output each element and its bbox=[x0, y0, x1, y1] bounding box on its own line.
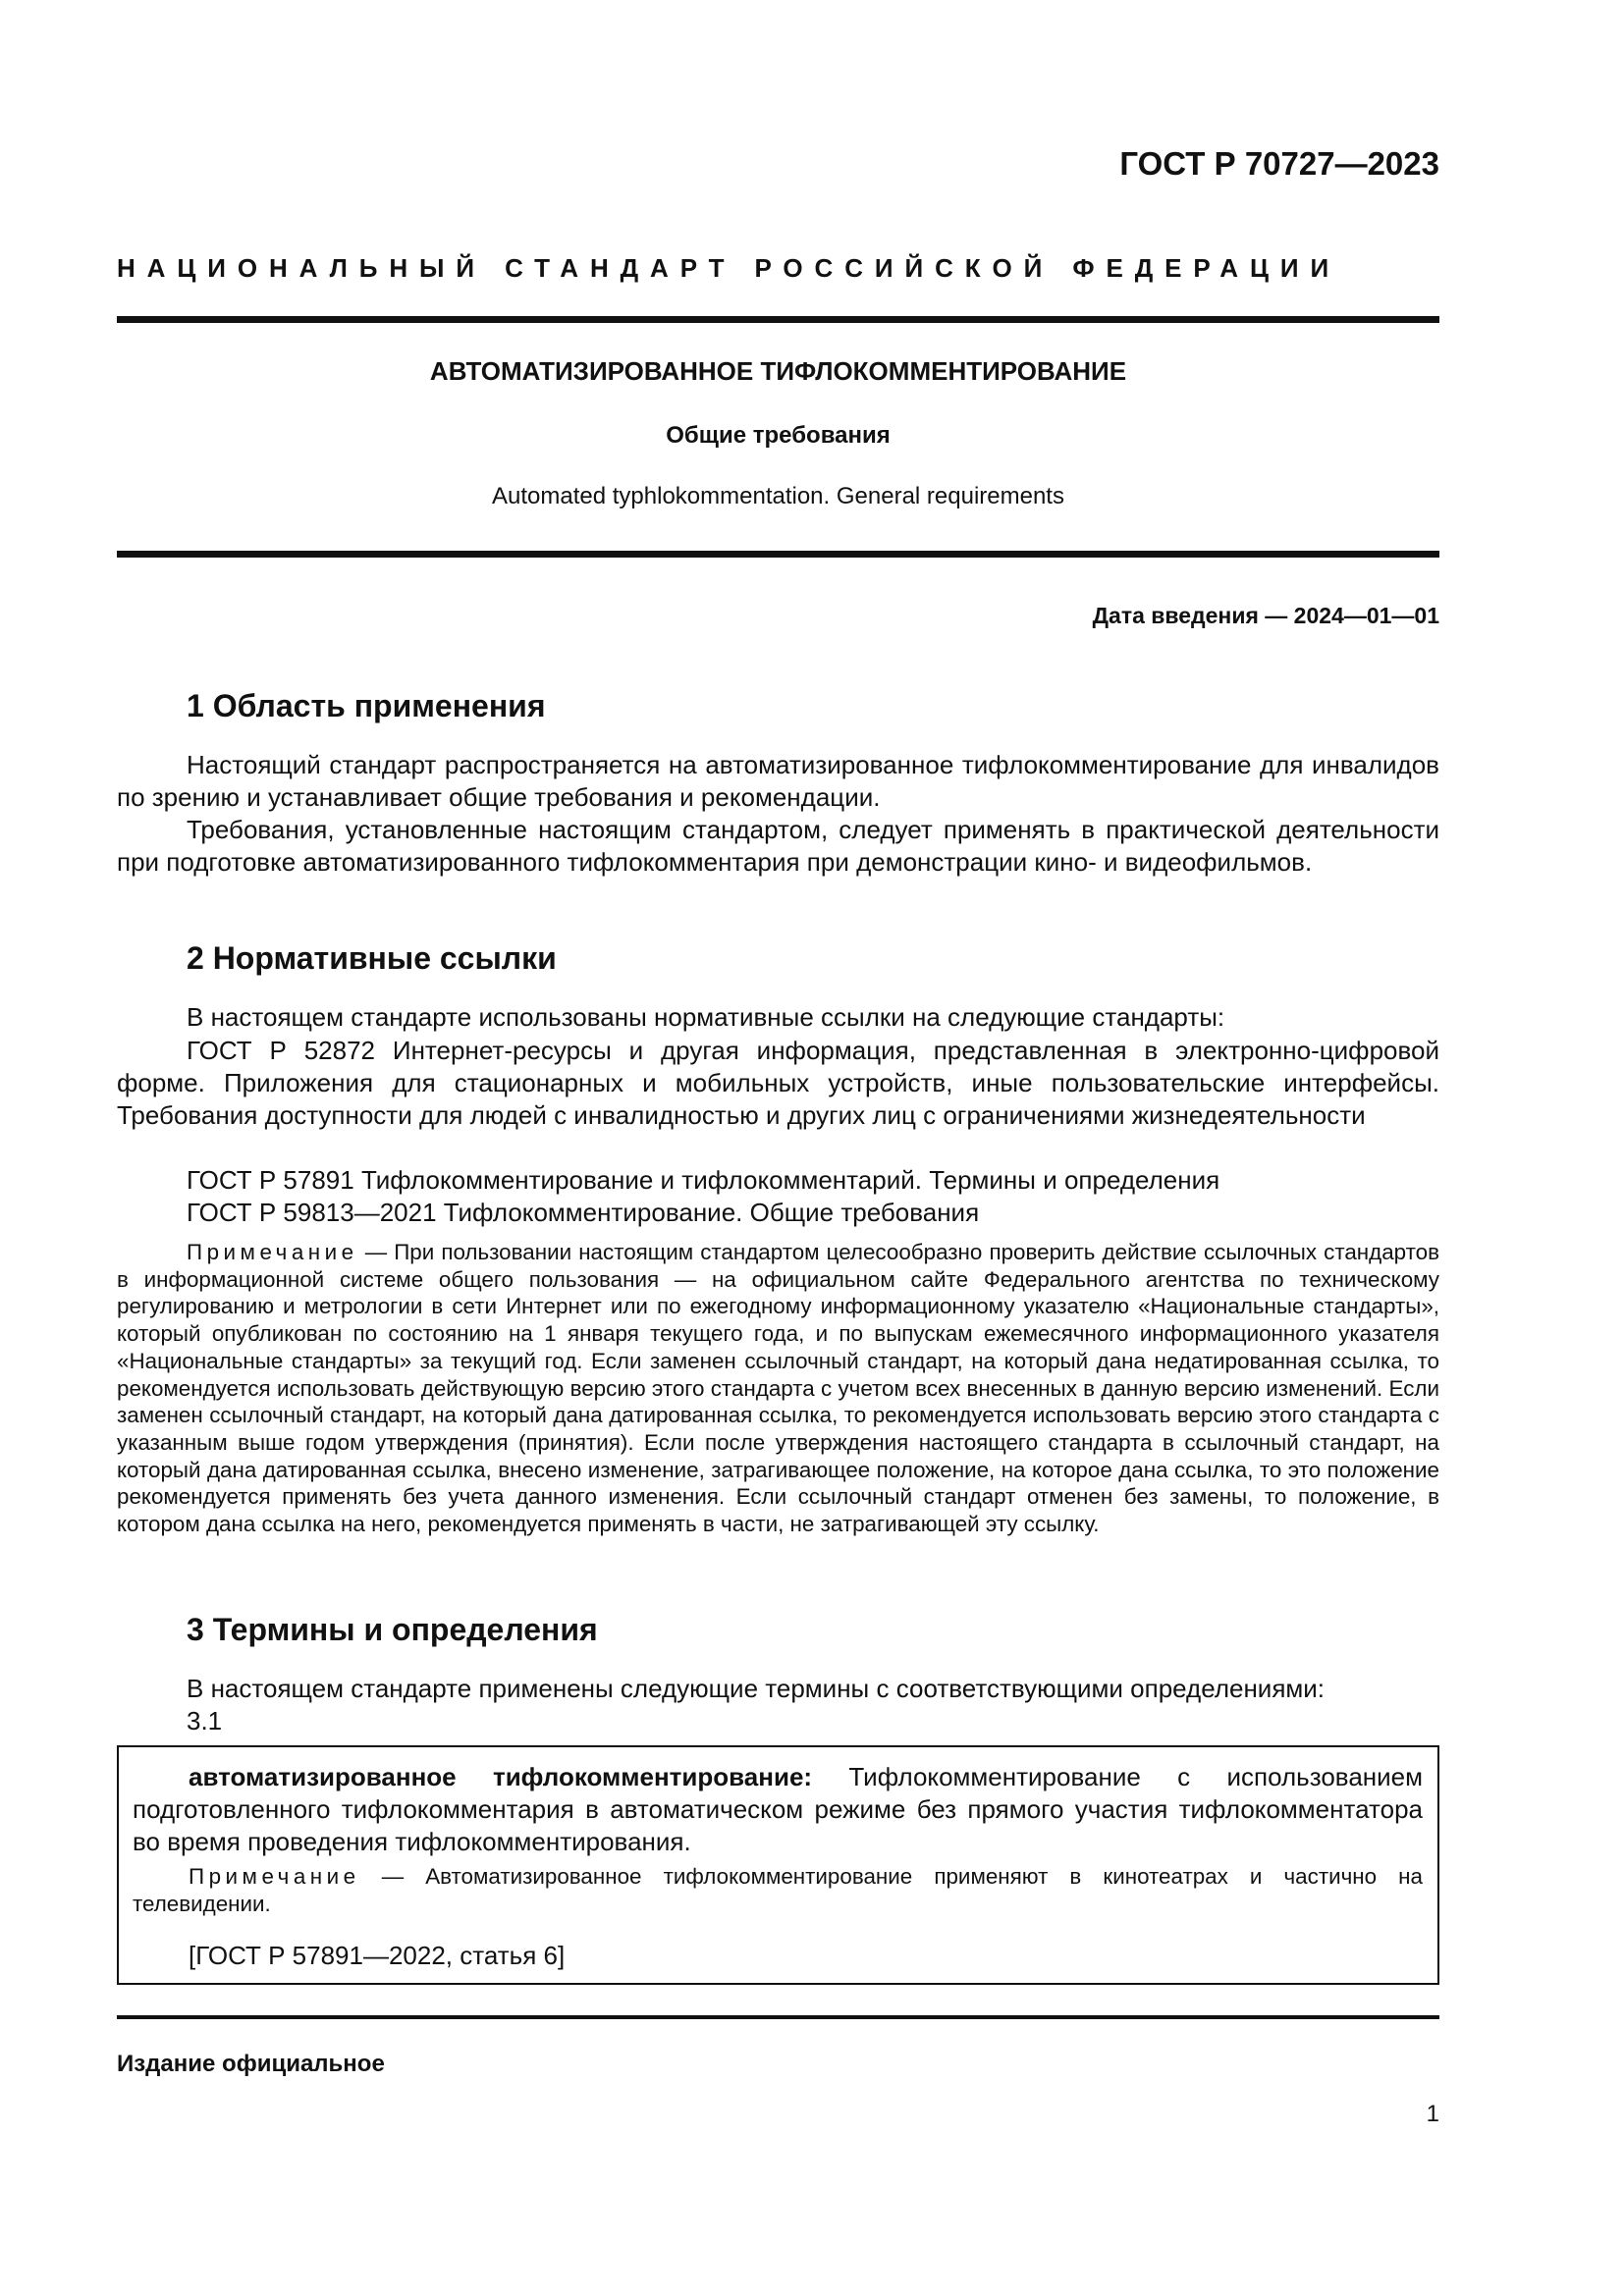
section-2-title: 2 Нормативные ссылки bbox=[187, 940, 557, 976]
introduction-date-label: Дата введения — bbox=[1092, 603, 1294, 628]
term-definition bbox=[133, 1761, 1423, 1858]
section-2-note bbox=[117, 1239, 1439, 1538]
standard-number: ГОСТ Р 70727—2023 bbox=[1119, 145, 1439, 182]
section-1-title: 1 Область применения bbox=[187, 688, 546, 723]
top-rule bbox=[117, 316, 1439, 323]
footer-rule bbox=[117, 2015, 1439, 2019]
title-bottom-rule bbox=[117, 551, 1439, 558]
note-text: — При пользовании настоящим стандартом целесообразно проверить действие ссылочных стандартов в информационной системе общего пользования — на официальном сайте Федерального агентства по техническому регулированию и метрологии в сети Интернет или по ежегодному информационному указателю «Национальные стандарты», который опубликован по состоянию на 1 января текущего года, и по выпускам ежемесячного информационного указателя «Национальные стандарты» за текущий год. Если заменен ссылочный стандарт, на который дана недатированная ссылка, то рекомендуется использовать действующую версию этого стандарта с учетом всех внесенных в данную версию изменений. Если заменен ссылочный стандарт, на который дана датированная ссылка, то рекомендуется использовать версию этого стандарта с указанным выше годом утверждения (принятия). Если после утверждения настоящего стандарта в ссылочный стандарт, на который дана датированная ссылка, внесено изменение, затрагивающее положение, на которое дана ссылка, то это положение рекомендуется применять без учета данного изменения. Если ссылочный стандарт отменен без замены, то положение, в котором дана ссылка на него, рекомендуется применять в части, не затрагивающей эту ссылку. bbox=[117, 1240, 1439, 1537]
normative-reference-3: ГОСТ Р 59813—2021 Тифлокомментирование. Общие требования bbox=[187, 1198, 980, 1227]
section-1-paragraph-2: Требования, установленные настоящим стандартом, следует применять в практической деятельности при подготовке автоматизированного тифлокомментария при демонстрации кино- и видеофильмов. bbox=[117, 815, 1439, 877]
introduction-date bbox=[1093, 603, 1439, 629]
term-note-text: — Автоматизированное тифлокомментирование применяют в кинотеатрах и частично на телевидении. bbox=[133, 1864, 1423, 1916]
page-number: 1 bbox=[1426, 2101, 1439, 2127]
national-standard-heading: НАЦИОНАЛЬНЫЙ СТАНДАРТ РОССИЙСКОЙ ФЕДЕРАЦИИ bbox=[117, 253, 1341, 283]
document-title: АВТОМАТИЗИРОВАННОЕ ТИФЛОКОММЕНТИРОВАНИЕ bbox=[429, 356, 1127, 386]
term-source: [ГОСТ Р 57891—2022, статья 6] bbox=[189, 1941, 566, 1970]
introduction-date-value: 2024—01—01 bbox=[1293, 603, 1439, 628]
document-subtitle: Общие требования bbox=[666, 422, 891, 449]
term-note bbox=[133, 1863, 1423, 1918]
note-label: Примечание bbox=[187, 1240, 358, 1264]
term-name: автоматизированное тифлокомментирование: bbox=[189, 1762, 813, 1791]
term-note-label: Примечание bbox=[189, 1864, 360, 1889]
normative-reference-1: ГОСТ Р 52872 Интернет-ресурсы и другая информация, представленная в электронно-цифровой форме. Приложения для стационарных и мобильных устройств, иные пользовательские интерфейсы. Требования доступности для людей с инвалидностью и других лиц с ограничениями жизнедеятельности bbox=[117, 1036, 1439, 1130]
section-3-intro: В настоящем стандарте применены следующие термины с соответствующими определениями: bbox=[187, 1674, 1326, 1703]
normative-reference-2: ГОСТ Р 57891 Тифлокомментирование и тифлокомментарий. Термины и определения bbox=[187, 1165, 1220, 1195]
section-1-paragraph-1: Настоящий стандарт распространяется на автоматизированное тифлокомментирование для инвалидов по зрению и устанавливает общие требования и рекомендации. bbox=[117, 750, 1439, 812]
english-title: Automated typhlokommentation. General requirements bbox=[492, 483, 1064, 509]
section-3-title: 3 Термины и определения bbox=[187, 1612, 598, 1647]
term-definition-text: Тифлокомментирование с использованием подготовленного тифлокомментария в автоматическом режиме без прямого участия тифлокомментатора во время проведения тифлокомментирования. bbox=[133, 1762, 1423, 1856]
section-2-intro: В настоящем стандарте использованы нормативные ссылки на следующие стандарты: bbox=[187, 1002, 1225, 1032]
official-edition: Издание официальное bbox=[117, 2051, 385, 2077]
term-number: 3.1 bbox=[187, 1706, 223, 1735]
term-definition-box bbox=[117, 1745, 1439, 1985]
